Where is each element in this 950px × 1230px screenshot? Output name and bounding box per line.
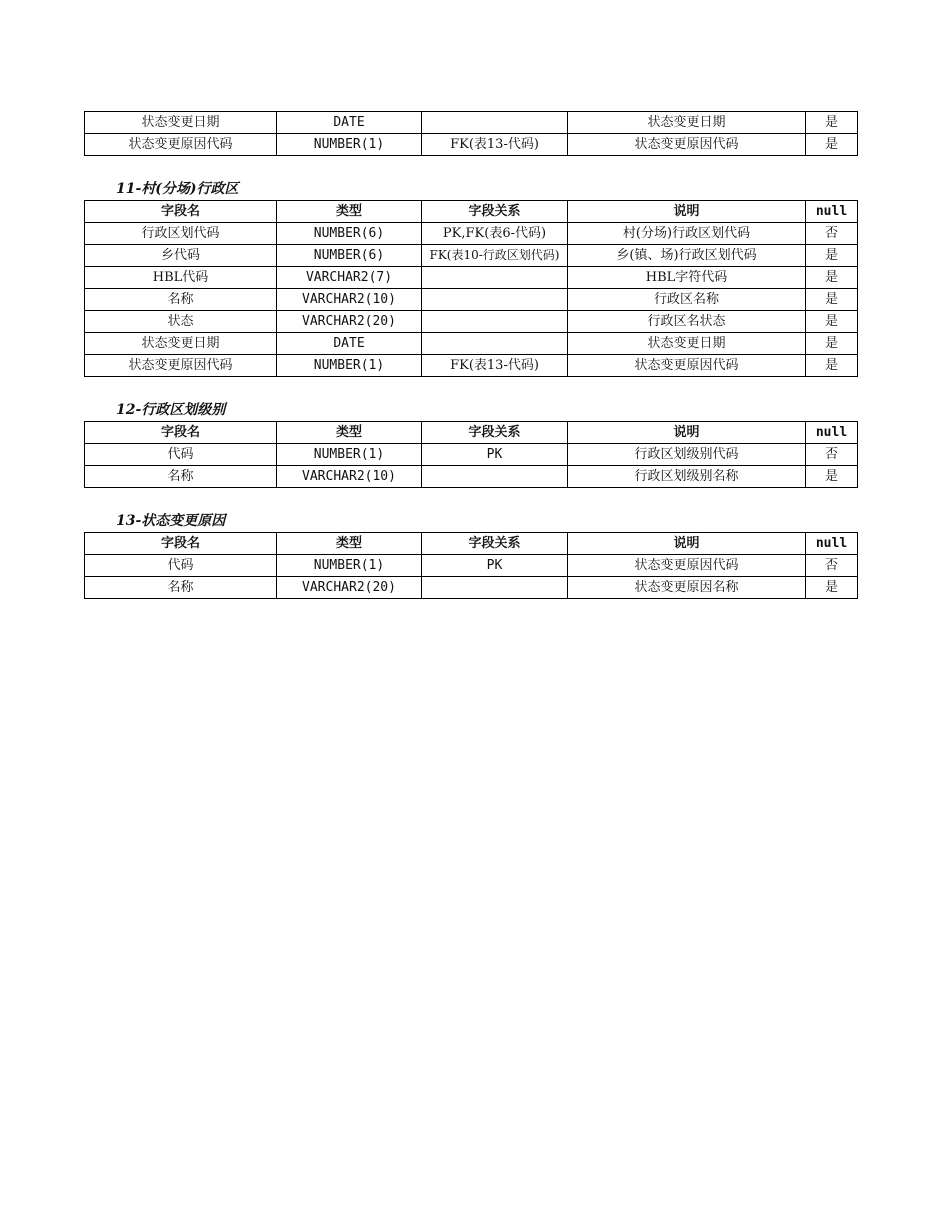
relation-cell: FK(表10-行政区划代码) [422,245,568,267]
column-header-null: null [806,201,858,223]
field-name-cell: 状态变更原因代码 [85,134,277,156]
field-name-cell: 状态变更日期 [85,112,277,134]
table-row [85,289,858,311]
type-cell: VARCHAR2(20) [277,311,422,333]
type-cell: VARCHAR2(10) [277,466,422,488]
description-cell: 状态变更原因代码 [568,355,806,377]
table-row [85,267,858,289]
relation-cell [422,289,568,311]
description-cell: 行政区划级别名称 [568,466,806,488]
table-row [85,577,858,599]
table-row [85,311,858,333]
field-name-cell: 行政区划代码 [85,223,277,245]
field-name-cell: 乡代码 [85,245,277,267]
column-header-description: 说明 [568,422,806,444]
null-cell: 是 [806,267,858,289]
column-header-relation: 字段关系 [422,422,568,444]
type-cell: VARCHAR2(7) [277,267,422,289]
type-cell: DATE [277,112,422,134]
description-cell: 状态变更原因名称 [568,577,806,599]
table-11-title: 11-村(分场)行政区 [116,181,239,197]
description-cell: 村(分场)行政区划代码 [568,223,806,245]
relation-cell [422,466,568,488]
null-cell: 是 [806,466,858,488]
table-13-title: 13-状态变更原因 [116,513,226,529]
column-header-description: 说明 [568,201,806,223]
type-cell: NUMBER(1) [277,355,422,377]
null-cell: 否 [806,444,858,466]
field-name-cell: 代码 [85,555,277,577]
column-header-null: null [806,533,858,555]
column-header-relation: 字段关系 [422,201,568,223]
relation-cell: PK,FK(表6-代码) [422,223,568,245]
column-header-field: 字段名 [85,533,277,555]
column-header-relation: 字段关系 [422,533,568,555]
table-row [85,444,858,466]
field-name-cell: 名称 [85,466,277,488]
description-cell: 状态变更日期 [568,112,806,134]
relation-cell: PK [422,555,568,577]
description-cell: 乡(镇、场)行政区划代码 [568,245,806,267]
type-cell: NUMBER(1) [277,444,422,466]
table-row [85,466,858,488]
relation-cell [422,333,568,355]
relation-cell: FK(表13-代码) [422,134,568,156]
description-cell: 行政区名状态 [568,311,806,333]
null-cell: 是 [806,112,858,134]
column-header-field: 字段名 [85,422,277,444]
table-row [85,555,858,577]
relation-cell [422,112,568,134]
column-header-null: null [806,422,858,444]
description-cell: HBL字符代码 [568,267,806,289]
null-cell: 否 [806,555,858,577]
description-cell: 状态变更原因代码 [568,134,806,156]
null-cell: 否 [806,223,858,245]
null-cell: 是 [806,355,858,377]
table-row [85,333,858,355]
description-cell: 行政区名称 [568,289,806,311]
table-row [85,223,858,245]
table-12 [84,421,858,488]
table-10-continuation [84,111,858,156]
relation-cell: PK [422,444,568,466]
description-cell: 状态变更原因代码 [568,555,806,577]
type-cell: DATE [277,333,422,355]
relation-cell [422,577,568,599]
table-row [85,134,858,156]
relation-cell [422,311,568,333]
column-header-field: 字段名 [85,201,277,223]
column-header-description: 说明 [568,533,806,555]
null-cell: 是 [806,289,858,311]
null-cell: 是 [806,333,858,355]
type-cell: NUMBER(6) [277,245,422,267]
spreadsheet-page [84,111,857,599]
null-cell: 是 [806,134,858,156]
relation-cell [422,267,568,289]
relation-cell: FK(表13-代码) [422,355,568,377]
field-name-cell: 状态变更日期 [85,333,277,355]
type-cell: NUMBER(6) [277,223,422,245]
null-cell: 是 [806,245,858,267]
field-name-cell: 名称 [85,577,277,599]
column-header-type: 类型 [277,533,422,555]
table-12-title: 12-行政区划级别 [116,402,226,418]
column-header-type: 类型 [277,201,422,223]
type-cell: VARCHAR2(10) [277,289,422,311]
field-name-cell: 代码 [85,444,277,466]
type-cell: NUMBER(1) [277,134,422,156]
field-name-cell: 状态变更原因代码 [85,355,277,377]
null-cell: 是 [806,311,858,333]
description-cell: 行政区划级别代码 [568,444,806,466]
header-row [85,201,858,223]
type-cell: VARCHAR2(20) [277,577,422,599]
column-header-type: 类型 [277,422,422,444]
description-cell: 状态变更日期 [568,333,806,355]
header-row [85,422,858,444]
field-name-cell: HBL代码 [85,267,277,289]
null-cell: 是 [806,577,858,599]
table-13 [84,532,858,599]
type-cell: NUMBER(1) [277,555,422,577]
table-row [85,355,858,377]
table-row [85,245,858,267]
field-name-cell: 状态 [85,311,277,333]
field-name-cell: 名称 [85,289,277,311]
table-11 [84,200,858,377]
table-row [85,112,858,134]
header-row [85,533,858,555]
